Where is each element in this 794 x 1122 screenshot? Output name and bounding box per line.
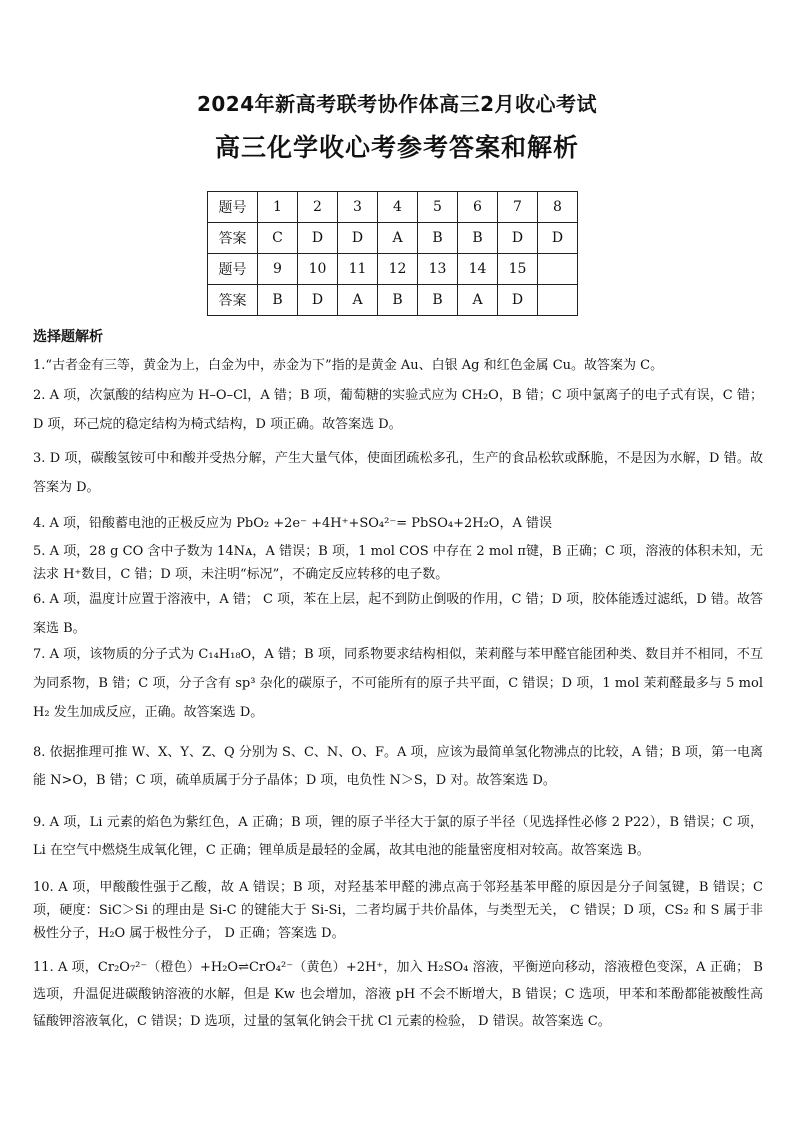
table-cell: D (298, 223, 338, 254)
analysis-item-8: 8. 依据推理可推 W、X、Y、Z、Q 分别为 S、C、N、O、F。A 项，应该为最简单氢化物沸点的比较，A 错；B 项，第一电离能 N>O，B 错；C 项，硫单质属于分子晶体；D 项，电负性 N＞S，D 对。故答案选 D。 (33, 745, 763, 788)
table-cell: 4 (378, 192, 418, 223)
table-cell: 13 (418, 254, 458, 285)
table-cell: D (498, 223, 538, 254)
analysis-item-3: 3. D 项，碳酸氢铵可中和酸并受热分解，产生大量气体，使面团疏松多孔，生产的食品松软或酥脆，不是因为水解，D 错。故答案为 D。 (33, 451, 763, 495)
table-cell: B (418, 285, 458, 316)
row-header: 题号 (208, 254, 258, 285)
table-row (208, 285, 578, 316)
table-cell: 3 (338, 192, 378, 223)
table-cell: D (538, 223, 578, 254)
table-row (208, 223, 578, 254)
row-header: 题号 (208, 192, 258, 223)
table-cell: 6 (458, 192, 498, 223)
table-row (208, 254, 578, 285)
table-cell: A (338, 285, 378, 316)
analysis-item-5: 5. A 项，28 g CO 含中子数为 14Nᴀ，A 错误；B 项，1 mol COS 中存在 2 mol π键，B 正确；C 项，溶液的体积未知，无法求 H⁺数目，C 错；D 项，未注明“标况”，不确定反应转移的电子数。 (33, 544, 763, 582)
analysis-item-6: 6. A 项，温度计应置于溶液中，A 错； C 项，苯在上层，起不到防止倒吸的作用，C 错；D 项，胶体能透过滤纸，D 错。故答案选 B。 (33, 592, 763, 636)
table-cell: B (258, 285, 298, 316)
exam-title: 2024年新高考联考协作体高三2月收心考试 (196, 92, 598, 116)
table-cell: 12 (378, 254, 418, 285)
table-cell: C (258, 223, 298, 254)
table-cell: 14 (458, 254, 498, 285)
analysis-item-7: 7. A 项，该物质的分子式为 C₁₄H₁₈O，A 错；B 项，同系物要求结构相似，茉莉醛与苯甲醛官能团种类、数目并不相同，不互为同系物，B 错；C 项，分子含有 sp³ 杂化的碳原子，不可能所有的原子共平面，C 错误；D 项，1 mol 茉莉醛最多与 5 mol H₂ 发生加成反应，正确。故答案选 D。 (33, 647, 763, 720)
table-cell: 2 (298, 192, 338, 223)
table-cell: B (378, 285, 418, 316)
table-cell: 5 (418, 192, 458, 223)
row-header: 答案 (208, 285, 258, 316)
table-cell: B (458, 223, 498, 254)
table-cell: 8 (538, 192, 578, 223)
table-cell: D (498, 285, 538, 316)
table-cell (538, 285, 578, 316)
table-cell: 1 (258, 192, 298, 223)
table-row (208, 192, 578, 223)
analysis-item-2: 2. A 项，次氯酸的结构应为 H–O–Cl，A 错；B 项，葡萄糖的实验式应为 CH₂O，B 错；C 项中氯离子的电子式有误，C 错；D 项，环己烷的稳定结构为椅式结构，D 项正确。故答案选 D。 (33, 388, 763, 432)
table-cell: 9 (258, 254, 298, 285)
analysis-item-4: 4. A 项，铅酸蓄电池的正极反应为 PbO₂ +2e⁻ +4H⁺+SO₄²⁻= PbSO₄+2H₂O，A 错误 (33, 516, 552, 531)
analysis-item-1: 1.“古者金有三等，黄金为上，白金为中，赤金为下”指的是黄金 Au、白银 Ag 和红色金属 Cu。故答案为 C。 (33, 358, 664, 373)
analysis-item-10: 10. A 项，甲酸酸性强于乙酸，故 A 错误；B 项，对羟基苯甲醛的沸点高于邻羟基苯甲醛的原因是分子间氢键，B 错误；C 项，硬度：SiC＞Si 的理由是 Si-C 的键能大于 Si-Si，二者均属于共价晶体，与类型无关， C 错误；D 项，CS₂ 和 S 属于非极性分子，H₂O 属于极性分子， D 正确；答案选 D。 (33, 880, 763, 941)
table-cell: 11 (338, 254, 378, 285)
analysis-item-9: 9. A 项，Li 元素的焰色为紫红色，A 正确；B 项，锂的原子半径大于氯的原子半径（见选择性必修 2 P22），B 错误；C 项，Li 在空气中燃烧生成氧化锂，C 正确；锂单质是最轻的金属，故其电池的能量密度相对较高。故答案选 B。 (33, 815, 763, 858)
table-cell: B (418, 223, 458, 254)
answer-key-title: 高三化学收心考参考答案和解析 (214, 133, 579, 162)
table-cell (538, 254, 578, 285)
answer-table (207, 191, 578, 316)
table-cell: A (378, 223, 418, 254)
table-cell: 7 (498, 192, 538, 223)
table-cell: 15 (498, 254, 538, 285)
table-cell: D (338, 223, 378, 254)
row-header: 答案 (208, 223, 258, 254)
table-cell: D (298, 285, 338, 316)
analysis-item-11: 11. A 项，Cr₂O₇²⁻（橙色）+H₂O⇌CrO₄²⁻（黄色）+2H⁺，加入 H₂SO₄ 溶液，平衡逆向移动，溶液橙色变深，A 正确； B 选项，升温促进碳酸钠溶液的水解，但是 Kw 也会增加，溶液 pH 不会不断增大，B 错误；C 选项，甲苯和苯酚都能被酸性高锰酸钾溶液氧化，C 错误；D 选项，过量的氢氧化钠会干扰 Cl 元素的检验， D 错误。故答案选 C。 (33, 960, 763, 1029)
table-cell: A (458, 285, 498, 316)
section-title: 选择题解析 (33, 329, 103, 345)
table-cell: 10 (298, 254, 338, 285)
